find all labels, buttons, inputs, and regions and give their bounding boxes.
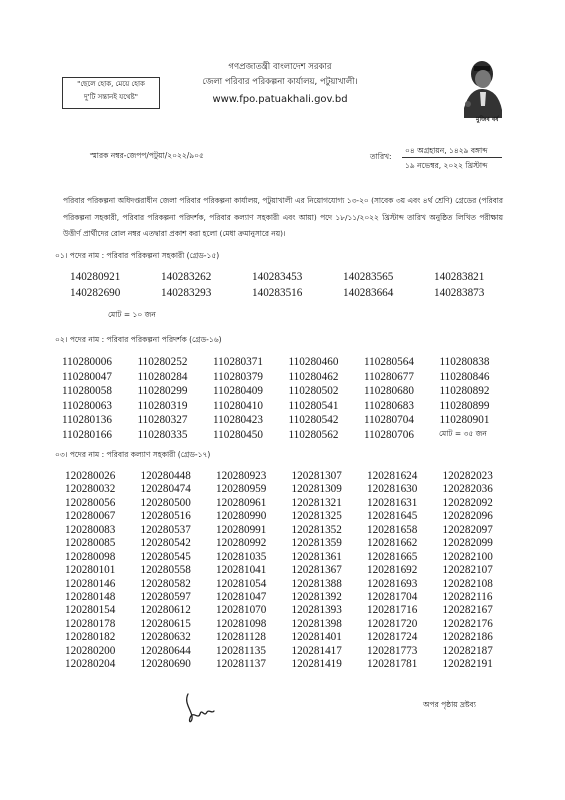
roll-number: 120282100 — [442, 550, 493, 563]
roll-number: 120281035 — [216, 550, 267, 563]
roll-number: 120282191 — [442, 658, 493, 671]
roll-number: 120281624 — [367, 470, 418, 482]
roll-number: 120281098 — [216, 617, 267, 630]
roll-number: 120281393 — [291, 604, 342, 617]
post-1-roll-grid — [70, 271, 525, 303]
roll-number: 120280615 — [140, 617, 191, 630]
post-3-title: ০৩। পদের নাম : পরিবার কল্যাণ সহকারী (গ্রেড-১৭) — [55, 450, 211, 459]
roll-number: 120282167 — [442, 604, 493, 617]
roll-number: 120281361 — [291, 550, 342, 563]
roll-number: 120280545 — [140, 550, 191, 563]
roll-number: 120280032 — [65, 483, 116, 496]
roll-number: 120280085 — [65, 537, 116, 550]
roll-number: 120280146 — [65, 577, 116, 590]
roll-number: 120281070 — [216, 604, 267, 617]
roll-number: 120281041 — [216, 564, 267, 577]
slogan-line-2: দু'টি সন্তানই যথেষ্ট" — [84, 93, 138, 101]
continued-note: অপর পৃষ্ঠায় দ্রষ্টব্য — [423, 700, 476, 709]
roll-number: 110280166 — [62, 428, 112, 441]
roll-number: 120280961 — [216, 496, 267, 509]
roll-number: 120281631 — [367, 496, 418, 509]
roll-number: 120280990 — [216, 510, 267, 523]
roll-number: 120280026 — [65, 470, 116, 482]
portrait-emblem — [450, 58, 510, 128]
roll-number: 110280252 — [137, 356, 188, 368]
roll-number: 120280690 — [140, 658, 191, 671]
roll-number: 120282096 — [442, 510, 493, 523]
roll-number: 140282690 — [70, 287, 121, 299]
roll-number: 120280597 — [140, 590, 191, 603]
roll-number: 120281630 — [367, 483, 418, 496]
post-2-title: ০২। পদের নাম : পরিবার পরিকল্পনা পরিদর্শক (গ্রেড-১৬) — [55, 335, 222, 344]
roll-number: 110280063 — [62, 399, 112, 412]
roll-number: 120280083 — [65, 523, 116, 536]
roll-number: 120281135 — [216, 644, 266, 657]
post-2-total: মোট = ৩৫ জন — [439, 429, 487, 438]
roll-number: 110280423 — [213, 414, 263, 427]
date-label: তারিখ: — [370, 152, 392, 161]
slogan-line-1: "ছেলে হোক, মেয়ে হোক — [77, 80, 145, 88]
roll-number: 140283821 — [434, 271, 485, 283]
roll-number: 120281128 — [216, 631, 266, 644]
slogan-box — [62, 77, 160, 109]
roll-number: 120282092 — [442, 496, 493, 509]
memo-reference: স্মারক নম্বর-জেপপ/পটুয়া/২০২২/৯০৫ — [90, 151, 204, 160]
roll-number: 120281047 — [216, 590, 267, 603]
roll-number: 110280047 — [62, 370, 112, 383]
roll-number: 110280409 — [213, 385, 263, 398]
roll-number: 110280680 — [364, 385, 414, 398]
roll-number: 120281662 — [367, 537, 418, 550]
roll-number: 120280067 — [65, 510, 116, 523]
roll-number: 120281658 — [367, 523, 418, 536]
roll-number: 140283516 — [252, 287, 303, 299]
government-name: গণপ্রজাতন্ত্রী বাংলাদেশ সরকার — [228, 62, 332, 72]
roll-number: 110280541 — [288, 399, 339, 412]
roll-number: 110280335 — [137, 428, 188, 441]
roll-number: 140283873 — [434, 287, 485, 299]
roll-number: 120280500 — [140, 496, 191, 509]
roll-number: 120281401 — [291, 631, 342, 644]
roll-number: 110280838 — [439, 356, 490, 368]
roll-number: 120282099 — [442, 537, 493, 550]
roll-number: 140283565 — [343, 271, 394, 283]
roll-number: 120282186 — [442, 631, 493, 644]
roll-number: 120280154 — [65, 604, 116, 617]
post-1-title: ০১। পদের নাম : পরিবার পরিকল্পনা সহকারী (গ্রেড-১৫) — [55, 251, 220, 260]
roll-number: 120281137 — [216, 658, 266, 671]
roll-number: 120281359 — [291, 537, 342, 550]
roll-number: 140283453 — [252, 271, 303, 283]
roll-number: 110280677 — [364, 370, 414, 383]
roll-number: 120281352 — [291, 523, 342, 536]
roll-number: 120281367 — [291, 564, 342, 577]
roll-number: 110280379 — [213, 370, 263, 383]
roll-number: 120282036 — [442, 483, 493, 496]
roll-number: 120282107 — [442, 564, 493, 577]
roll-number: 140283293 — [161, 287, 212, 299]
roll-number: 120281720 — [367, 617, 418, 630]
roll-number: 120281781 — [367, 658, 418, 671]
roll-number: 110280683 — [364, 399, 414, 412]
roll-number: 120280959 — [216, 483, 267, 496]
roll-number: 120280474 — [140, 483, 191, 496]
roll-number: 120281307 — [291, 470, 342, 482]
portrait-caption: মুজিব বর্ষ — [476, 116, 499, 123]
roll-number: 120280537 — [140, 523, 191, 536]
roll-number: 120281309 — [291, 483, 342, 496]
roll-number: 110280892 — [439, 385, 490, 398]
roll-number: 120282176 — [442, 617, 493, 630]
roll-number: 110280136 — [62, 414, 112, 427]
roll-number: 120281054 — [216, 577, 267, 590]
roll-number: 120280632 — [140, 631, 191, 644]
roll-number: 120280448 — [140, 470, 191, 482]
roll-number: 120280644 — [140, 644, 191, 657]
post-1-total: মোট = ১০ জন — [108, 310, 156, 319]
roll-number: 110280299 — [137, 385, 188, 398]
roll-number: 110280319 — [137, 399, 188, 412]
roll-number: 120281773 — [367, 644, 418, 657]
roll-number: 110280564 — [364, 356, 414, 368]
roll-number: 110280058 — [62, 385, 112, 398]
roll-number: 120280558 — [140, 564, 191, 577]
roll-number: 110280371 — [213, 356, 263, 368]
roll-number: 120281724 — [367, 631, 418, 644]
roll-number: 120280923 — [216, 470, 267, 482]
roll-number: 120281693 — [367, 577, 418, 590]
roll-number: 110280542 — [288, 414, 339, 427]
roll-number: 120280200 — [65, 644, 116, 657]
roll-number: 110280327 — [137, 414, 188, 427]
roll-number: 120282097 — [442, 523, 493, 536]
roll-number: 120280992 — [216, 537, 267, 550]
roll-number: 120280148 — [65, 590, 116, 603]
roll-number: 120280582 — [140, 577, 191, 590]
office-website[interactable]: www.fpo.patuakhali.gov.bd — [212, 94, 348, 105]
signature — [180, 690, 220, 734]
roll-number: 110280704 — [364, 414, 414, 427]
roll-number: 120280098 — [65, 550, 116, 563]
roll-number: 120281398 — [291, 617, 342, 630]
roll-number: 110280899 — [439, 399, 490, 412]
roll-number: 120280178 — [65, 617, 116, 630]
roll-number: 110280706 — [364, 428, 414, 441]
roll-number: 120282116 — [442, 590, 493, 603]
roll-number: 110280284 — [137, 370, 188, 383]
roll-number: 120281417 — [291, 644, 342, 657]
roll-number: 110280450 — [213, 428, 263, 441]
roll-number: 140283262 — [161, 271, 212, 283]
roll-number: 120281321 — [291, 496, 342, 509]
post-3-roll-grid — [65, 470, 518, 672]
roll-number: 120281665 — [367, 550, 418, 563]
roll-number: 110280462 — [288, 370, 339, 383]
roll-number: 110280410 — [213, 399, 263, 412]
roll-number: 120280516 — [140, 510, 191, 523]
roll-number: 120282187 — [442, 644, 493, 657]
roll-number: 140280921 — [70, 271, 121, 283]
roll-number: 110280502 — [288, 385, 339, 398]
roll-number: 110280460 — [288, 356, 339, 368]
roll-number: 120280991 — [216, 523, 267, 536]
roll-number: 120281645 — [367, 510, 418, 523]
roll-number: 120280612 — [140, 604, 191, 617]
roll-number: 120280542 — [140, 537, 191, 550]
date-bangla: ০৪ অগ্রহায়ন, ১৪২৯ বঙ্গাব্দ — [405, 146, 488, 155]
notice-body: পরিবার পরিকল্পনা অধিদপ্তরাধীন জেলা পরিবার পরিকল্পনা কার্যালয়, পটুয়াখালী এর নিয়োগযোগ্য ১৩-২০ (সাবেক ৩য় এবং ৪র্থ শ্রেণি) গ্রেডের (পরিবার পরিকল্পনা সহকারী, পরিবার পরিকল্পনা পরিদর্শক, পরিবার কল্যাণ সহকারী এবং আয়া) পদে ১৮/১১/২০২২ খ্রিস্টাব্দ তারিখ অনুষ্ঠিত লিখিত পরীক্ষায় উত্তীর্ণ প্রার্থীদের রোল নম্বর এতদ্বারা প্রকাশ করা হলো (মেধা ক্রমানুসারে নয়)। — [63, 196, 503, 238]
roll-number: 120281419 — [291, 658, 342, 671]
roll-number: 110280846 — [439, 370, 490, 383]
office-name: জেলা পরিবার পরিকল্পনা কার্যালয়, পটুয়াখালী। — [202, 77, 358, 87]
roll-number: 120281325 — [291, 510, 342, 523]
roll-number: 120280101 — [65, 564, 116, 577]
roll-number: 110280901 — [439, 414, 490, 427]
date-divider — [402, 157, 502, 158]
roll-number: 120280056 — [65, 496, 116, 509]
roll-number: 120281692 — [367, 564, 418, 577]
roll-number: 110280006 — [62, 356, 112, 368]
date-english: ১৯ নভেম্বর, ২০২২ খ্রিস্টাব্দ — [405, 161, 488, 170]
roll-number: 120280182 — [65, 631, 116, 644]
roll-number: 120281716 — [367, 604, 418, 617]
roll-number: 120280204 — [65, 658, 116, 671]
roll-number: 110280562 — [288, 428, 339, 441]
roll-number: 140283664 — [343, 287, 394, 299]
roll-number: 120281388 — [291, 577, 342, 590]
roll-number: 120281704 — [367, 590, 418, 603]
roll-number: 120282023 — [442, 470, 493, 482]
roll-number: 120281392 — [291, 590, 342, 603]
roll-number: 120282108 — [442, 577, 493, 590]
